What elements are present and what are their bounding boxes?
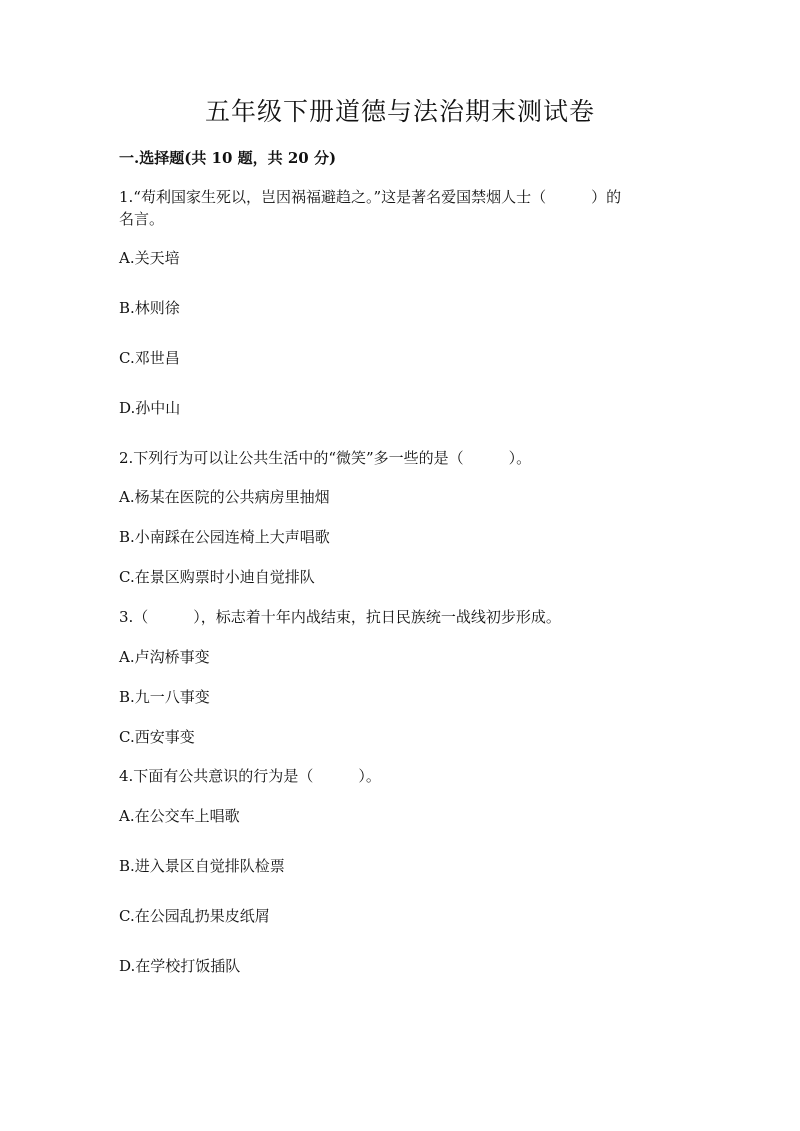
answer-option: B.进入景区自觉排队检票 (119, 857, 285, 875)
answer-option: B.林则徐 (119, 299, 180, 317)
answer-option: C.在公园乱扔果皮纸屑 (119, 907, 270, 925)
answer-option: C.邓世昌 (119, 349, 180, 367)
question-stem-line: 名言。 (119, 210, 165, 228)
question-stem-line: 1.“苟利国家生死以，岂因祸福避趋之。”这是著名爱国禁烟人士（ ）的 (119, 188, 622, 206)
answer-option: A.在公交车上唱歌 (119, 807, 240, 825)
question-stem: 2.下列行为可以让公共生活中的“微笑”多一些的是（ ）。 (119, 449, 532, 467)
answer-option: A.关天培 (119, 249, 180, 267)
question-stem: 3.（ ），标志着十年内战结束，抗日民族统一战线初步形成。 (119, 608, 561, 626)
answer-option: A.杨某在医院的公共病房里抽烟 (119, 488, 330, 506)
answer-option: D.在学校打饭插队 (119, 957, 241, 975)
answer-option: A.卢沟桥事变 (119, 648, 210, 666)
answer-option: B.九一八事变 (119, 688, 210, 706)
answer-option: B.小南踩在公园连椅上大声唱歌 (119, 528, 330, 546)
answer-option: C.在景区购票时小迪自觉排队 (119, 568, 315, 586)
section-heading: 一.选择题(共 10 题，共 20 分) (119, 149, 337, 167)
question-stem: 4.下面有公共意识的行为是（ ）。 (119, 767, 381, 785)
answer-option: D.孙中山 (119, 399, 181, 417)
page-title: 五年级下册道德与法治期末测试卷 (204, 97, 595, 126)
question-stem (119, 186, 689, 230)
answer-option: C.西安事变 (119, 728, 195, 746)
